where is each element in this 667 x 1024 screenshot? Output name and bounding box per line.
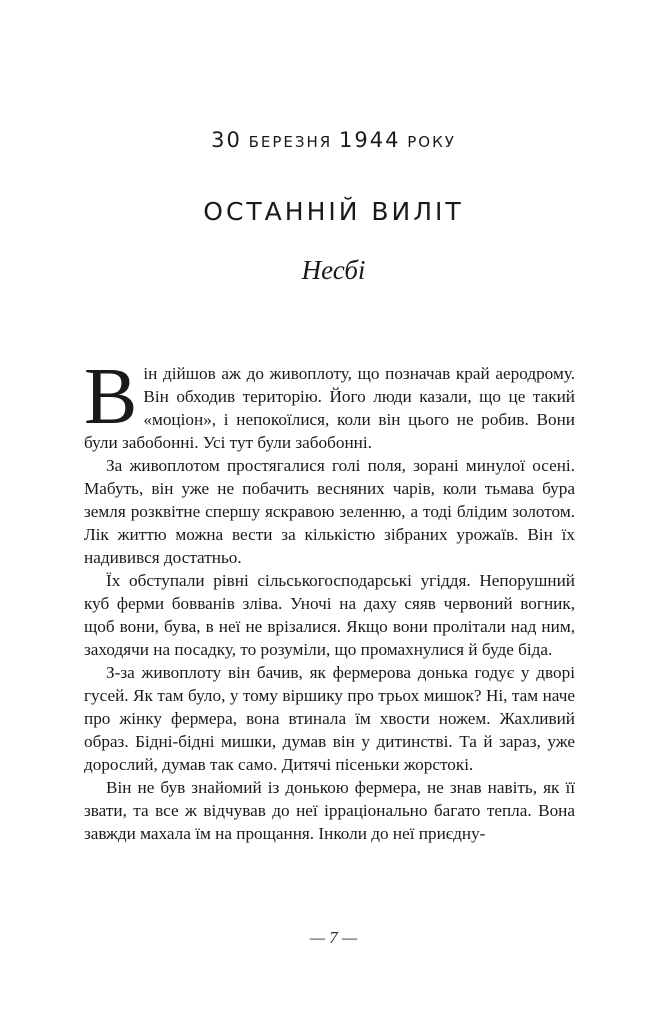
body-text bbox=[84, 353, 575, 845]
chapter-pov-name: Несбі bbox=[301, 255, 366, 285]
paragraph-1 bbox=[84, 353, 575, 454]
paragraph-4: З-за живоплоту він бачив, як фермерова донька годує у дворі гусей. Як там було, у тому віршику про трьох мишок? Ні, там наче про жінку фермера, вона втинала їм хвости ножем. Жахливий образ. Бідні-бідні мишки, думав він у дитинстві. Та й зараз, уже дорослий, думав так само. Дитячі пісеньки жорстокі. bbox=[84, 663, 575, 774]
drop-cap: В bbox=[84, 353, 138, 441]
paragraph-3: Їх обступали рівні сільськогосподарські угіддя. Непорушний куб ферми бовванів зліва. Уночі на даху сяяв червоний вогник, щоб вони, бува, в неї не врізалися. Якщо вони пролітали над ним, заходячи на посадку, то розуміли, що промахнулися й буде біда. bbox=[84, 571, 575, 659]
paragraph-2: За живоплотом простягалися голі поля, зорані минулої осені. Мабуть, він уже не побачить весняних чарів, коли тьмава бура земля розквітне спершу яскравою зеленню, а тоді блідим золотом. Лік життю можна вести за кількістю зібраних урожаїв. Він їх надивився достатньо. bbox=[84, 456, 575, 567]
chapter-date bbox=[0, 128, 667, 154]
date-day: 30 bbox=[211, 128, 242, 152]
chapter-title: ОСТАННІЙ ВИЛІТ bbox=[203, 197, 464, 226]
date-year: 1944 bbox=[339, 128, 401, 152]
page-number: — 7 — bbox=[309, 928, 358, 947]
date-month: БЕРЕЗНЯ bbox=[248, 133, 333, 151]
date-year-word: РОКУ bbox=[407, 133, 456, 151]
paragraph-1-text: ін дійшов аж до живоплоту, що позначав край аеродрому. Він обходив територію. Його люди казали, що це такий «моціон», і непокоїлися, коли він цього не робив. Вони були забобонні. Усі тут були забобонні. bbox=[84, 364, 575, 452]
paragraph-5: Він не був знайомий із донькою фермера, не знав навіть, як її звати, та все ж відчував до неї ірраціонально багато тепла. Вона завжди махала їм на прощання. Інколи до неї приєдну- bbox=[84, 778, 575, 843]
